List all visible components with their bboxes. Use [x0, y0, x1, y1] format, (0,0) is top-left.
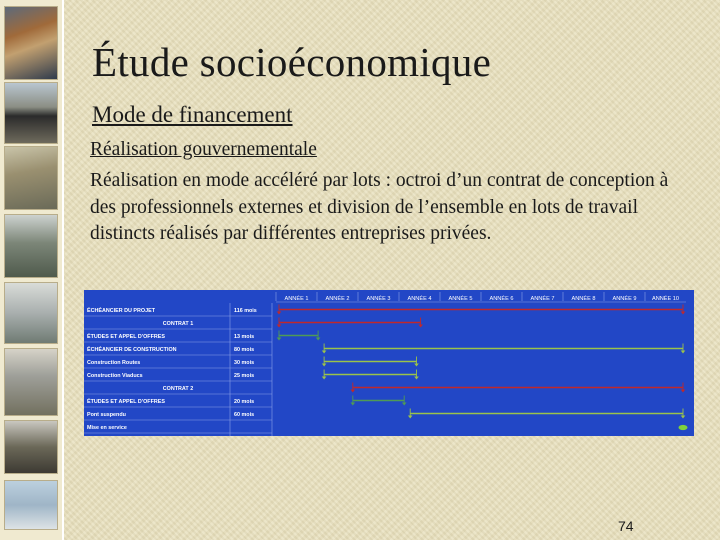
bar-endpoint-arrow — [681, 312, 686, 315]
bar-endpoint-arrow — [681, 351, 686, 354]
task-label: Pont suspendu — [87, 412, 126, 418]
year-label: ANNÉE 5 — [448, 296, 473, 302]
bar-endpoint-arrow — [681, 416, 686, 419]
body-paragraph: Réalisation en mode accéléré par lots : octroi d’un contrat de conception à des professionnels externes et division de l’ensemble en lots de travail distincts réalisés par différentes entreprises privées. — [90, 170, 669, 244]
bar-endpoint-arrow — [418, 325, 423, 328]
photo-strip — [0, 0, 62, 540]
photo-site-workers — [4, 420, 58, 474]
bar-endpoint-arrow — [681, 390, 686, 393]
section-heading: Réalisation gouvernementale — [90, 139, 317, 160]
bar-endpoint-arrow — [414, 377, 419, 380]
task-label: ÉTUDES ET APPEL D'OFFRES — [87, 399, 165, 405]
photo-strip-divider — [62, 0, 64, 540]
duration-label: 80 mois — [234, 347, 255, 353]
photo-excavation — [4, 146, 58, 210]
photo-highway — [4, 282, 58, 344]
bar-endpoint-arrow — [322, 351, 327, 354]
duration-label: 25 mois — [234, 373, 255, 379]
duration-label: 13 mois — [234, 334, 255, 340]
slide-title: Étude socioéconomique — [92, 39, 492, 85]
task-label: CONTRAT 1 — [162, 321, 194, 327]
year-label: ANNÉE 10 — [651, 296, 680, 302]
bar-endpoint-arrow — [316, 338, 321, 341]
bar-endpoint-arrow — [351, 403, 356, 406]
bar-endpoint-arrow — [402, 403, 407, 406]
photo-sky — [4, 480, 58, 530]
photo-crane — [4, 348, 58, 416]
year-label: ANNÉE 1 — [284, 296, 309, 302]
year-label: ANNÉE 8 — [571, 296, 596, 302]
duration-label: 30 mois — [234, 360, 255, 366]
bar-endpoint-arrow — [277, 325, 282, 328]
bar-endpoint-arrow — [351, 390, 356, 393]
bar-endpoint-arrow — [414, 364, 419, 367]
year-label: ANNÉE 7 — [530, 296, 555, 302]
photo-tunnel — [4, 82, 58, 144]
bar-endpoint-arrow — [322, 364, 327, 367]
task-label: Mise en service — [87, 425, 127, 431]
year-label: ANNÉE 6 — [489, 296, 514, 302]
task-label: Construction Routes — [87, 360, 141, 366]
task-label: ÉCHÉANCIER DU PROJET — [87, 308, 155, 314]
bar-endpoint-arrow — [277, 338, 282, 341]
year-label: ANNÉE 3 — [366, 296, 391, 302]
year-label: ANNÉE 4 — [407, 296, 432, 302]
gantt-chart — [84, 290, 694, 436]
duration-label: 20 mois — [234, 399, 255, 405]
task-label: Construction Viaducs — [87, 373, 143, 379]
bar-endpoint-arrow — [408, 416, 413, 419]
gantt-svg — [84, 290, 694, 436]
task-label: ÉCHÉANCIER DE CONSTRUCTION — [87, 347, 177, 353]
task-label: CONTRAT 2 — [162, 386, 194, 392]
slide-subtitle: Mode de financement — [92, 102, 293, 127]
year-label: ANNÉE 9 — [612, 296, 637, 302]
photo-workers — [4, 6, 58, 80]
bar-endpoint-arrow — [322, 377, 327, 380]
milestone-marker — [679, 425, 688, 430]
duration-label: 116 mois — [234, 308, 257, 314]
page-number: 74 — [618, 518, 634, 534]
year-label: ANNÉE 2 — [325, 296, 350, 302]
photo-bridge-construction — [4, 214, 58, 278]
duration-label: 60 mois — [234, 412, 255, 418]
task-label: ÉTUDES ET APPEL D'OFFRES — [87, 334, 165, 340]
bar-endpoint-arrow — [277, 312, 282, 315]
